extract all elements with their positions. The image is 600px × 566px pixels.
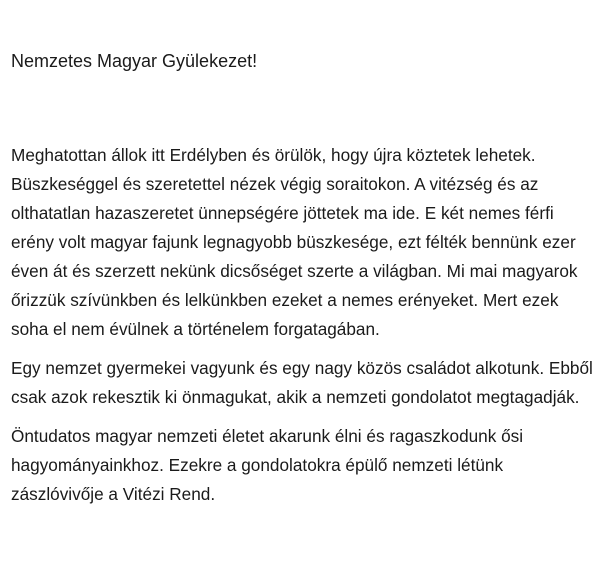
paragraph-2: Egy nemzet gyermekei vagyunk és egy nagy közös családot alkotunk. Ebből csak azok rekesztik ki önmagukat, akik a nemzeti gondolatot megtagadják. (11, 358, 593, 407)
document-body (11, 141, 600, 519)
paragraph-3: Öntudatos magyar nemzeti életet akarunk élni és ragaszkodunk ősi hagyományainkhoz. Ezekre a gondolatokra épülő nemzeti létünk zászlóvivője a Vitézi Rend. (11, 426, 524, 504)
paragraph-1: Meghatottan állok itt Erdélyben és örülök, hogy újra köztetek lehetek. Büszkeséggel és szeretettel nézek végig soraitokon. A vitézség és az olthatatlan hazaszeretet ünnepségére jöttetek ma ide. E két nemes férfi erény volt magyar fajunk legnagyobb büszkesége, ezt félték bennünk ezer éven át és szerzett nekünk dicsőséget szerte a világban. Mi mai magyarok őrizzük szívünkben és lelkünkben ezeket a nemes erényeket. Mert ezek soha el nem évülnek a történelem forgatagában. (11, 145, 578, 339)
salutation: Nemzetes Magyar Gyülekezet! (11, 51, 258, 71)
